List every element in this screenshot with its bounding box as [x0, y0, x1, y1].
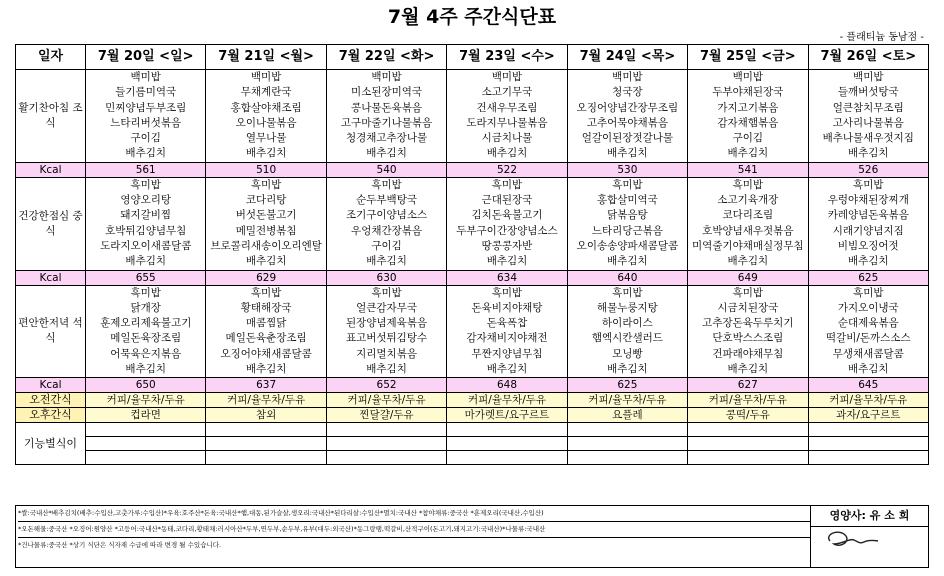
kcal-value: 629 — [206, 270, 326, 285]
menu-item: 배추김치 — [486, 147, 528, 160]
menu-item: 얼큰감자무국 — [356, 301, 417, 314]
kcal-value: 526 — [808, 162, 928, 177]
menu-item: 배추김치 — [727, 363, 769, 376]
menu-item: 고사리나물볶음 — [832, 116, 904, 129]
menu-item: 시래기양념지짐 — [832, 224, 904, 237]
functional-cell — [86, 437, 206, 451]
menu-item: 브로콜리새송이오리엔탈 — [210, 239, 322, 252]
menu-item: 백미밥 — [853, 71, 884, 83]
functional-cell — [206, 423, 326, 437]
functional-cell — [808, 423, 928, 437]
menu-item: 떡갈비/돈까스소스 — [825, 332, 911, 345]
menu-item: 훈제오리제육불고기 — [100, 317, 192, 330]
menu-cell — [447, 285, 567, 378]
snack-cell: 커피/율무차/두유 — [688, 393, 808, 408]
dietitian-name: 영양사: 유 소 희 — [811, 506, 928, 527]
functional-cell — [326, 451, 446, 465]
menu-item: 단호박스스조림 — [712, 332, 784, 345]
day-header: 7월 22일 <화> — [326, 45, 446, 70]
menu-item: 비빔오징어젓 — [837, 239, 899, 252]
menu-item: 호박양념새우젓볶음 — [702, 224, 794, 237]
menu-item: 모닝빵 — [612, 347, 643, 360]
kcal-value: 561 — [86, 162, 206, 177]
menu-item: 느타리당근볶음 — [591, 224, 663, 237]
menu-item: 고구마줄기나물볶음 — [340, 116, 433, 129]
kcal-row — [16, 270, 929, 285]
menu-item: 흑미밥 — [732, 178, 764, 191]
day-header: 7월 21일 <월> — [206, 45, 326, 70]
menu-item: 무채계란국 — [240, 86, 292, 99]
page-title: 7월 4주 주간식단표 — [387, 6, 557, 28]
menu-item: 닭개장 — [130, 301, 161, 314]
menu-item: 흑미밥 — [130, 178, 161, 191]
menu-item: 무생채새콤달콤 — [832, 347, 904, 360]
menu-item: 땅콩콩자반 — [481, 239, 533, 252]
kcal-label: Kcal — [16, 270, 86, 285]
kcal-label: Kcal — [16, 162, 86, 177]
kcal-value: 627 — [688, 378, 808, 393]
kcal-value: 625 — [808, 270, 928, 285]
day-header: 7월 24일 <목> — [567, 45, 687, 70]
menu-item: 흑미밥 — [130, 286, 161, 299]
menu-cell — [86, 177, 206, 270]
kcal-row — [16, 378, 929, 393]
menu-item: 배추김치 — [727, 147, 769, 160]
menu-item: 백미밥 — [732, 71, 764, 83]
functional-cell — [326, 423, 446, 437]
menu-item: 흑미밥 — [853, 178, 884, 191]
kcal-value: 630 — [326, 270, 446, 285]
functional-cell — [447, 437, 567, 451]
menu-item: 구이김 — [732, 132, 764, 145]
menu-item: 배추김치 — [607, 255, 648, 268]
menu-item: 영양오리탕 — [120, 194, 172, 207]
menu-item: 백미밥 — [371, 71, 402, 83]
origin-note-line: *건나물류:중국산 *상기 식단은 식자재 수급에 따라 변경 될 수있습니다. — [18, 541, 222, 549]
menu-item: 느타리버섯볶음 — [110, 116, 182, 129]
menu-item: 민찌양념두부조림 — [105, 101, 187, 114]
snack-cell: 커피/율무차/두유 — [206, 393, 326, 408]
menu-item: 흑미밥 — [491, 286, 523, 299]
menu-item: 고추장돈육두루치기 — [702, 317, 794, 330]
menu-cell — [326, 177, 446, 270]
snack-row — [16, 393, 929, 408]
day-header: 7월 25일 <금> — [688, 45, 808, 70]
menu-cell — [447, 70, 567, 163]
menu-item: 들기름미역국 — [115, 86, 177, 99]
menu-item: 가지고기볶음 — [717, 101, 779, 114]
menu-item: 흑미밥 — [371, 178, 402, 191]
menu-item: 오징어야채새콤달콤 — [220, 347, 312, 360]
meal-row — [16, 285, 929, 378]
functional-cell — [567, 423, 687, 437]
menu-item: 코다리탕 — [245, 194, 287, 207]
menu-item: 매콤찜닭 — [245, 317, 287, 330]
snack-label: 오후간식 — [16, 408, 86, 423]
snack-cell: 커피/율무차/두유 — [808, 393, 928, 408]
menu-item: 미역줄기야채매실정무침 — [692, 239, 804, 252]
snack-cell: 과자/요구르트 — [808, 408, 928, 423]
menu-item: 흑미밥 — [371, 286, 402, 299]
menu-item: 카레양념돈육볶음 — [827, 209, 909, 222]
menu-item: 김치돈육불고기 — [471, 209, 543, 222]
menu-item: 배추김치 — [125, 147, 166, 160]
menu-item: 건새우무조림 — [476, 101, 538, 114]
menu-item: 배추김치 — [486, 363, 528, 376]
meal-label: 편안한저녁 석식 — [16, 285, 86, 378]
meal-label: 건강한점심 중식 — [16, 177, 86, 270]
menu-item: 흑미밥 — [250, 286, 282, 299]
kcal-value: 625 — [567, 378, 687, 393]
menu-item: 감자채비지야채전 — [466, 332, 548, 345]
snack-label: 오전간식 — [16, 393, 86, 408]
menu-item: 돈육폭찹 — [486, 317, 528, 330]
functional-cell — [447, 423, 567, 437]
menu-item: 배추김치 — [245, 147, 287, 160]
branch-name: - 플래티늄 동남점 - — [839, 32, 924, 43]
day-header: 7월 23일 <수> — [447, 45, 567, 70]
menu-item: 도라지무나물볶음 — [466, 116, 548, 129]
menu-cell — [688, 70, 808, 163]
menu-item: 콩나물돈육볶음 — [351, 101, 423, 114]
menu-item: 배추김치 — [847, 255, 889, 268]
snack-cell: 마가렛트/요구르트 — [447, 408, 567, 423]
menu-item: 햄엑시칸샐러드 — [591, 332, 663, 345]
menu-item: 두부구이간장양념소스 — [456, 224, 558, 237]
dietitian-signature — [820, 524, 880, 554]
kcal-value: 510 — [206, 162, 326, 177]
menu-cell — [206, 285, 326, 378]
menu-item: 배추김치 — [607, 147, 648, 160]
menu-item: 오이나물볶음 — [235, 116, 297, 129]
menu-item: 구이김 — [130, 132, 161, 145]
kcal-value: 649 — [688, 270, 808, 285]
snack-cell: 커피/율무차/두유 — [86, 393, 206, 408]
menu-item: 된장양념제육볶음 — [345, 317, 428, 330]
menu-item: 배추김치 — [607, 363, 648, 376]
functional-cell — [567, 437, 687, 451]
menu-item: 조기구이양념소스 — [345, 209, 428, 222]
functional-cell — [206, 451, 326, 465]
menu-item: 배추김치 — [727, 255, 769, 268]
origin-notes — [16, 506, 811, 567]
kcal-value: 648 — [447, 378, 567, 393]
menu-item: 근대된장국 — [481, 194, 533, 207]
menu-item: 미소된장미역국 — [351, 86, 423, 99]
origin-note-line: *오돈해물:중국산 *오징어:원양산 *고등어:국내산*동태,코다리,황태채:러시아산*두부,연두부,순두부,유부(대두:외국산)*동그랑땡,떡갈비,산적구이(돈고기,돼지고기:국내산)*나물류:국내산 — [18, 522, 810, 538]
menu-item: 어묵육은지볶음 — [110, 347, 182, 360]
snack-cell: 커피/율무차/두유 — [326, 393, 446, 408]
functional-cell — [206, 437, 326, 451]
menu-item: 홍합살미역국 — [596, 194, 658, 207]
menu-cell — [86, 70, 206, 163]
snack-cell: 참외 — [206, 408, 326, 423]
menu-item: 청국장 — [612, 86, 643, 99]
menu-item: 고추어묵야채볶음 — [586, 116, 668, 129]
menu-item: 순대제육볶음 — [837, 317, 899, 330]
header-row — [16, 45, 929, 70]
weekly-menu-table — [15, 44, 929, 465]
functional-row — [16, 451, 929, 465]
menu-item: 얼큰참치무조림 — [832, 101, 904, 114]
functional-cell — [688, 437, 808, 451]
menu-item: 감자채햄볶음 — [717, 116, 779, 129]
kcal-row — [16, 162, 929, 177]
functional-cell — [808, 451, 928, 465]
menu-item: 닭볶음탕 — [607, 209, 648, 222]
menu-item: 백미밥 — [491, 71, 523, 83]
menu-item: 해물누룽지탕 — [596, 301, 658, 314]
menu-cell — [86, 285, 206, 378]
snack-cell: 컵라면 — [86, 408, 206, 423]
kcal-value: 652 — [326, 378, 446, 393]
menu-item: 흑미밥 — [612, 286, 643, 299]
kcal-value: 645 — [808, 378, 928, 393]
menu-item: 무짠지양념무침 — [471, 347, 543, 360]
snack-cell: 커피/율무차/두유 — [567, 393, 687, 408]
menu-item: 배추김치 — [847, 147, 889, 160]
menu-item: 열무나물 — [245, 132, 287, 145]
functional-cell — [86, 423, 206, 437]
menu-item: 버섯돈불고기 — [235, 209, 297, 222]
day-header: 7월 20일 <일> — [86, 45, 206, 70]
functional-label: 기능별식이 — [16, 423, 86, 465]
kcal-label: Kcal — [16, 378, 86, 393]
menu-item: 시금치나물 — [481, 132, 533, 145]
menu-item: 호박튀김양념무침 — [105, 224, 187, 237]
menu-cell — [567, 70, 687, 163]
snack-cell: 커피/율무차/두유 — [447, 393, 567, 408]
menu-item: 순두부백탕국 — [356, 194, 417, 207]
functional-cell — [688, 451, 808, 465]
functional-row — [16, 437, 929, 451]
meal-row — [16, 70, 929, 163]
origin-note-line: *쌀:국내산*배추김치(배추:수입산,고춧가루:수입산)*우육:호주산*돈육:국내산*햄,대동,된가슬살,생오리:국내산*된다리살:수입산*멸치:국내산 *참야채류:중국산 *훈제오리(국내산,수입산) — [18, 506, 810, 522]
menu-item: 시금치된장국 — [717, 301, 779, 314]
menu-item: 배추김치 — [366, 363, 407, 376]
menu-item: 배추김치 — [847, 363, 889, 376]
menu-cell — [567, 285, 687, 378]
menu-item: 메일돈육춘장조림 — [225, 332, 307, 345]
menu-item: 우엉채간장볶음 — [351, 224, 423, 237]
menu-cell — [688, 285, 808, 378]
functional-cell — [688, 423, 808, 437]
menu-cell — [567, 177, 687, 270]
menu-item: 배추김치 — [125, 363, 166, 376]
menu-item: 배추김치 — [486, 255, 528, 268]
snack-cell: 콩떡/두유 — [688, 408, 808, 423]
menu-cell — [206, 177, 326, 270]
menu-item: 메일돈육장조림 — [110, 332, 182, 345]
menu-item: 오이송송양파새콤달콤 — [576, 239, 679, 252]
menu-item: 표고버섯튀김탕수 — [345, 332, 428, 345]
day-header: 7월 26일 <토> — [808, 45, 928, 70]
menu-item: 흑미밥 — [250, 178, 282, 191]
menu-item: 흑미밥 — [491, 178, 523, 191]
kcal-value: 655 — [86, 270, 206, 285]
menu-item: 소고기무국 — [481, 86, 533, 99]
kcal-value: 522 — [447, 162, 567, 177]
menu-item: 도라지오이새콤달콤 — [100, 239, 192, 252]
menu-item: 흑미밥 — [732, 286, 764, 299]
functional-row — [16, 423, 929, 437]
menu-item: 지리멸치볶음 — [356, 347, 417, 360]
kcal-value: 540 — [326, 162, 446, 177]
menu-item: 배추나물새우젓지짐 — [822, 132, 914, 145]
menu-item: 배추김치 — [366, 255, 407, 268]
menu-item: 구이김 — [371, 239, 402, 252]
menu-item: 흑미밥 — [853, 286, 884, 299]
menu-item: 백미밥 — [130, 71, 161, 83]
footer-box — [15, 505, 929, 568]
menu-item: 하이라이스 — [602, 317, 653, 330]
menu-cell — [326, 70, 446, 163]
menu-item: 백미밥 — [612, 71, 643, 83]
functional-cell — [567, 451, 687, 465]
menu-item: 우렁야채된장찌개 — [827, 194, 909, 207]
functional-cell — [808, 437, 928, 451]
menu-item: 소고기육개장 — [717, 194, 779, 207]
menu-item: 가지오이냉국 — [837, 301, 899, 314]
menu-item: 코다리조림 — [722, 209, 774, 222]
kcal-value: 634 — [447, 270, 567, 285]
menu-item: 돈육비지야채탕 — [471, 301, 543, 314]
functional-cell — [86, 451, 206, 465]
snack-row — [16, 408, 929, 423]
menu-item: 메밀전병볶침 — [235, 224, 297, 237]
kcal-value: 541 — [688, 162, 808, 177]
menu-item: 배추김치 — [245, 255, 287, 268]
menu-cell — [808, 177, 928, 270]
menu-item: 건파래야채무침 — [712, 347, 784, 360]
menu-item: 청경채고추장나물 — [345, 132, 428, 145]
menu-cell — [326, 285, 446, 378]
kcal-value: 640 — [567, 270, 687, 285]
menu-item: 오징어양념간장무조림 — [576, 101, 679, 114]
menu-cell — [206, 70, 326, 163]
menu-item: 돼지갈비찜 — [120, 209, 172, 222]
menu-item: 흑미밥 — [612, 178, 643, 191]
menu-item: 배추김치 — [125, 255, 166, 268]
snack-cell: 요플레 — [567, 408, 687, 423]
menu-item: 들깨버섯탕국 — [837, 86, 899, 99]
kcal-value: 637 — [206, 378, 326, 393]
snack-cell: 찐달걀/두유 — [326, 408, 446, 423]
meal-row — [16, 177, 929, 270]
date-column-header: 일자 — [16, 45, 86, 70]
menu-item: 배추김치 — [366, 147, 407, 160]
menu-item: 얼갈이된장젓갈나물 — [581, 132, 674, 145]
meal-label: 활기찬아침 조식 — [16, 70, 86, 163]
menu-item: 홍합살야채조림 — [230, 101, 302, 114]
menu-cell — [808, 70, 928, 163]
menu-cell — [808, 285, 928, 378]
menu-cell — [688, 177, 808, 270]
kcal-value: 650 — [86, 378, 206, 393]
functional-cell — [447, 451, 567, 465]
menu-item: 백미밥 — [250, 71, 282, 83]
menu-cell — [447, 177, 567, 270]
menu-item: 두부야채된장국 — [712, 86, 784, 99]
menu-item: 배추김치 — [245, 363, 287, 376]
functional-cell — [326, 437, 446, 451]
menu-item: 황태해장국 — [240, 301, 292, 314]
kcal-value: 530 — [567, 162, 687, 177]
